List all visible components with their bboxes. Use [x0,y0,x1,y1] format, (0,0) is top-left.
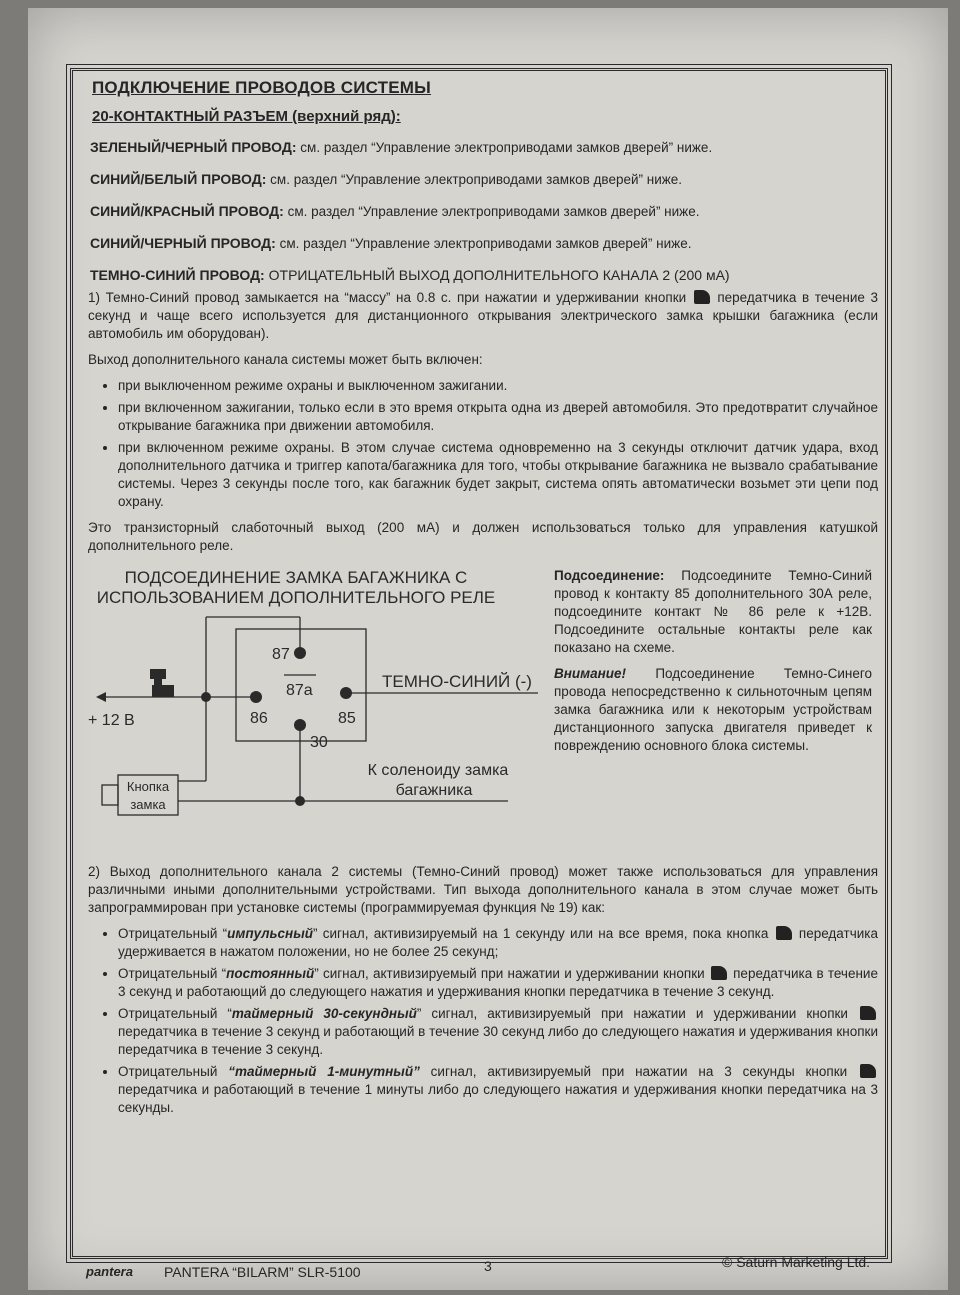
dark-blue-wire-label: ТЕМНО-СИНИЙ (-) [382,672,532,691]
solenoid-label-2: багажника [395,782,473,799]
wire-desc: см. раздел “Управление электроприводами замков дверей” ниже. [287,204,700,219]
list-item: • при включенном режиме охраны. В этом случае система одновременно на 3 секунды отключит датчик удара, вход дополнительного датчика и триггер капота/багажника для того, чтобы открывание багажника не вызвало срабатывание системы. Через 3 секунды после того, как багажник будет закрыт, система опять автоматически возьмет эти цепи под охрану. [118,439,878,511]
model-name: PANTERA “BILARM” SLR-5100 [164,1264,361,1280]
pin-86-label: 86 [250,710,268,727]
list-item: • Отрицательный “импульсный” сигнал, активизируемый на 1 секунду или на все время, пока кнопка передатчика удерживается в нажатом положении, но не более 25 секунд; [118,925,878,961]
brand-logo: pantera [86,1264,133,1279]
wire-blue-red [90,203,878,219]
page-content [88,76,878,1125]
pin-85-dot [340,687,352,699]
list-item: • Отрицательный “постоянный” сигнал, активизируемый при нажатии и удерживании кнопки передатчика в течение 3 секунд и работающий до следующего нажатия и удерживания кнопки передатчика в течение 3 секунд. [118,965,878,1001]
wire-name: ЗЕЛЕНЫЙ/ЧЕРНЫЙ ПРОВОД: [90,139,297,155]
connector-subtitle: 20-КОНТАКТНЫЙ РАЗЪЕМ (верхний ряд): [92,108,401,125]
copyright: © Saturn Marketing Ltd. [722,1254,871,1270]
list-item: • при выключенном режиме охраны и выключенном зажигании. [118,377,878,395]
wire-name: ТЕМНО-СИНИЙ ПРОВОД: [90,267,265,283]
junction-dot [295,796,305,806]
diagram-title-line2: ИСПОЛЬЗОВАНИЕМ ДОПОЛНИТЕЛЬНОГО РЕЛЕ [96,588,496,607]
button-plunger [102,785,118,805]
list-item: • при включенном зажигании, только если в это время открыта одна из дверей автомобиля. Это предотвратит случайное открывание багажника при движении автомобиля. [118,399,878,435]
fuse-icon [150,669,174,697]
pin-87-dot [294,647,306,659]
wire-name: СИНИЙ/КРАСНЫЙ ПРОВОД: [90,203,284,219]
transmitter-button-icon [860,1006,876,1020]
connection-notes [554,567,872,755]
pin-85-label: 85 [338,710,356,727]
button-label-2: замка [130,797,166,812]
wire-dark-blue-heading [90,267,878,283]
page-footer [86,1256,886,1286]
paragraph-enable: Выход дополнительного канала системы может быть включен: [88,352,483,367]
wire-desc: см. раздел “Управление электроприводами замков дверей” ниже. [300,140,713,155]
wire-green-black [90,139,878,155]
solenoid-label-1: К соленоиду замка [367,762,509,779]
junction-dot [201,692,211,702]
warning-note: Внимание! Подсоединение Темно-Синего провода непосредственно к сильноточным цепям замка багажника или к некоторым устройствам дистанционного запуска двигателя приведет к повреждению основного блока системы. [554,666,872,753]
wire-blue-white [90,171,878,187]
wire-name: СИНИЙ/ЧЕРНЫЙ ПРОВОД: [90,235,276,251]
pin-30-dot [294,719,306,731]
wire-desc: см. раздел “Управление электроприводами замков дверей” ниже. [279,236,692,251]
wire-name: СИНИЙ/БЕЛЫЙ ПРОВОД: [90,171,267,187]
list-item: • Отрицательный “таймерный 30-секундный” сигнал, активизируемый при нажатии и удерживании кнопки передатчика в течение 3 секунд и работающий в течение 30 секунд либо до следующего нажатия и удерживания кнопки передатчика в течение 3 секунд. [118,1005,878,1059]
transmitter-button-icon [711,966,727,980]
output-types-list [88,925,878,1117]
pin-87a-label: 87a [286,682,313,699]
section-title: ПОДКЛЮЧЕНИЕ ПРОВОДОВ СИСТЕМЫ [92,78,432,97]
transmitter-button-icon [694,290,710,304]
transmitter-button-icon [776,926,792,940]
pin-86-dot [250,691,262,703]
page-number: 3 [484,1258,492,1274]
pin-30-label: 30 [310,734,328,751]
wire-desc: ОТРИЦАТЕЛЬНЫЙ ВЫХОД ДОПОЛНИТЕЛЬНОГО КАНАЛА 2 (200 мА) [268,267,730,283]
paragraph-transistor: Это транзисторный слаботочный выход (200 мА) и должен использоваться только для управления катушкой дополнительного реле. [88,520,878,553]
paragraph-2: 2) Выход дополнительного канала 2 системы (Темно-Синий провод) может также использоваться для управления различными иными дополнительными устройствами. Тип выхода дополнительного канала в этом случае может быть запрограммирован при установке системы (программируемая функция № 19) как: [88,864,878,915]
arrow-left-icon [96,692,106,702]
diagram-title-line1: ПОДСОЕДИНЕНИЕ ЗАМКА БАГАЖНИКА С [124,568,468,587]
transmitter-button-icon [860,1064,876,1078]
paragraph-1: 1) Темно-Синий провод замыкается на “массу” на 0.8 с. при нажатии и удерживании кнопки передатчика в течение 3 секунд и чаще всего используется для дистанционного открывания электрического замка крышки багажника (если автомобиль им оборудован). [88,290,878,341]
wire-blue-black [90,235,878,251]
wire-desc: см. раздел “Управление электроприводами замков дверей” ниже. [270,172,683,187]
list-item: • Отрицательный “таймерный 1-минутный” сигнал, активизируемый при нажатии на 3 секунды кнопки передатчика и работающий в течение 1 минуты либо до следующего нажатия и удерживания кнопки передатчика на 3 секунды. [118,1063,878,1117]
button-label-1: Кнопка [126,779,170,794]
pin-87-label: 87 [272,646,290,663]
diagram-section [88,563,878,863]
connect-note: Подсоединение: Подсоедините Темно-Синий провод к контакту 85 дополнительного 30А реле, подсоедините контакт № 86 реле к +12В. Подсоедините остальные контакты реле как показано на схеме. [554,568,872,655]
enable-conditions-list [88,377,878,511]
plus12-label: + 12 B [88,712,135,729]
relay-wiring-diagram [88,563,538,843]
